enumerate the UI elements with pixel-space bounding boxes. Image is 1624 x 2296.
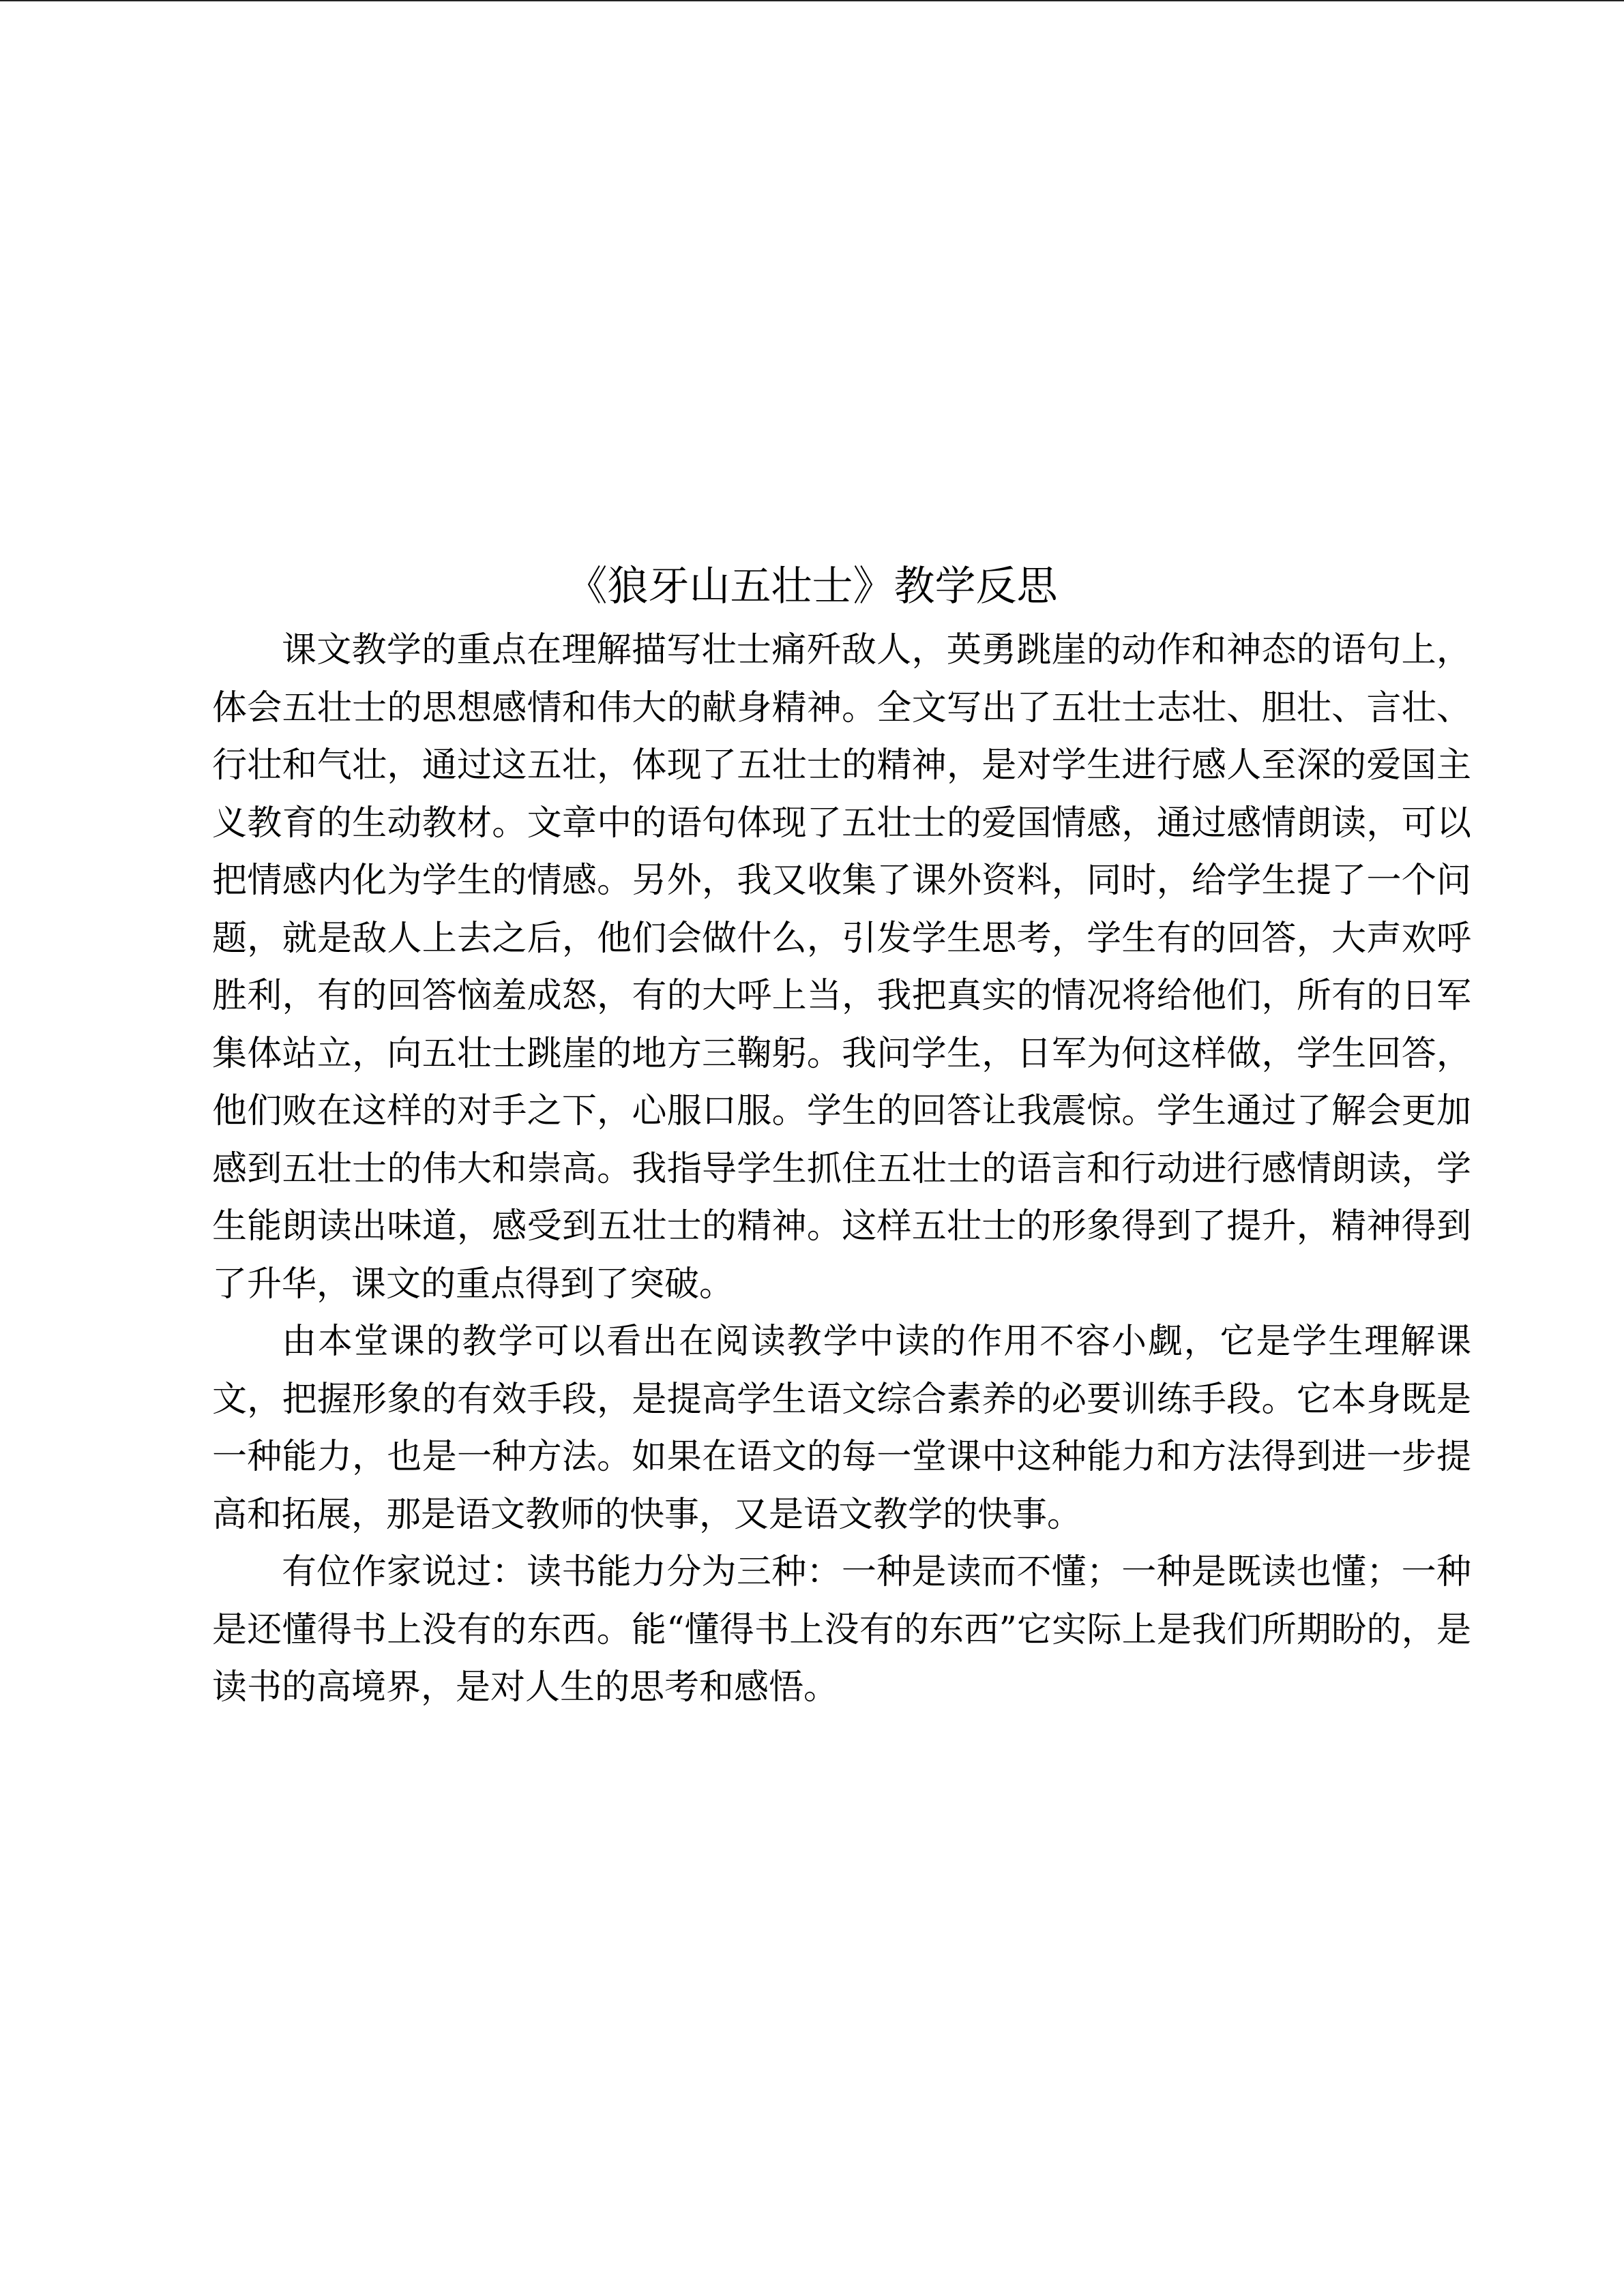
document-title: 《狼牙山五壮士》教学反思 [566, 563, 1058, 610]
paragraph-3: 有位作家说过：读书能力分为三种：一种是读而不懂；一种是既读也懂；一种是还懂得书上没有的东西。能“懂得书上没有的东西”它实际上是我们所期盼的，是读书的高境界，是对人生的思考和感悟。 [212, 1552, 1471, 1708]
paragraph-1: 课文教学的重点在理解描写壮士痛歼敌人，英勇跳崖的动作和神态的语句上，体会五壮士的思想感情和伟大的献身精神。全文写出了五壮士志壮、胆壮、言壮、行壮和气壮，通过这五壮，体现了五壮士的精神，是对学生进行感人至深的爱国主义教育的生动教材。文章中的语句体现了五壮士的爱国情感，通过感情朗读，可以把情感内化为学生的情感。另外，我又收集了课外资料，同时，给学生提了一个问题，就是敌人上去之后，他们会做什么，引发学生思考，学生有的回答，大声欢呼胜利，有的回答恼羞成怒，有的大呼上当，我把真实的情况将给他们，所有的日军集体站立，向五壮士跳崖的地方三鞠躬。我问学生，日军为何这样做，学生回答，他们败在这样的对手之下，心服口服。学生的回答让我震惊。学生通过了解会更加感到五壮士的伟大和崇高。我指导学生抓住五壮士的语言和行动进行感情朗读，学生能朗读出味道，感受到五壮士的精神。这样五壮士的形象得到了提升，精神得到了升华，课文的重点得到了突破。 [212, 630, 1471, 1304]
document-body [212, 622, 1471, 1717]
paragraph-2: 由本堂课的教学可以看出在阅读教学中读的作用不容小觑，它是学生理解课文，把握形象的有效手段，是提高学生语文综合素养的必要训练手段。它本身既是一种能力，也是一种方法。如果在语文的每一堂课中这种能力和方法得到进一步提高和拓展，那是语文教师的快事，又是语文教学的快事。 [212, 1322, 1471, 1535]
